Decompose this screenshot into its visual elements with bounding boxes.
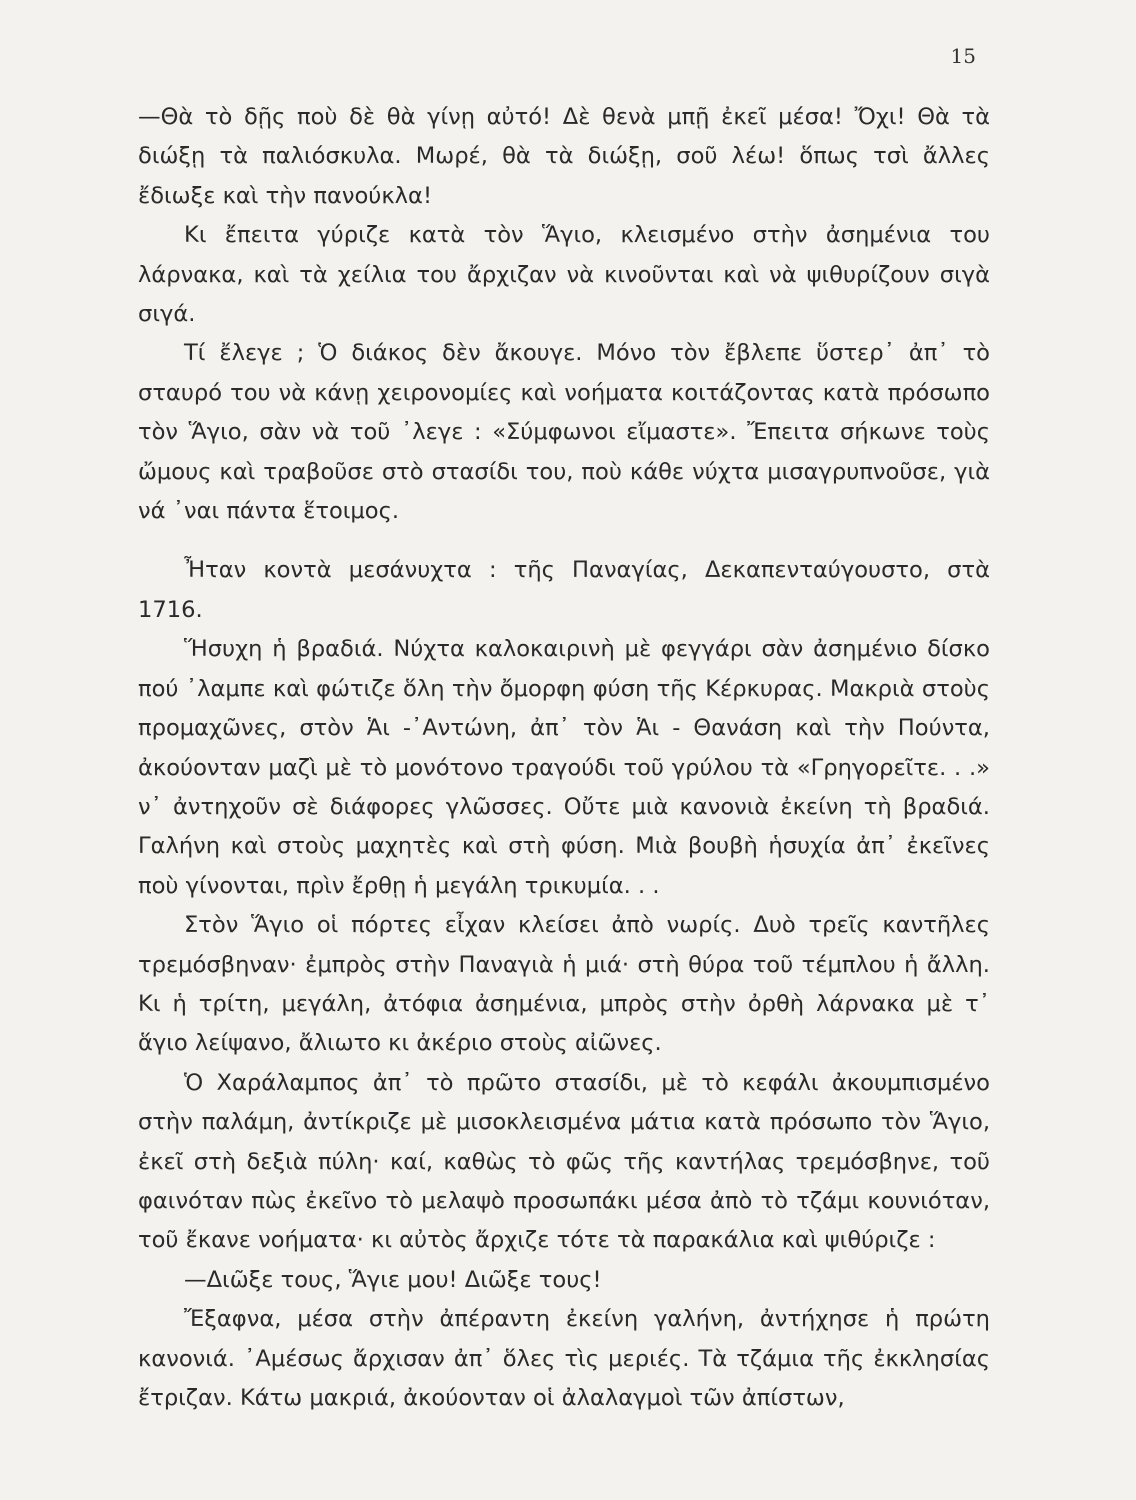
body-text	[138, 98, 990, 1418]
page-number: 15	[950, 44, 976, 68]
paragraph: Ἦταν κοντὰ μεσάνυχτα : τῆς Παναγίας, Δεκαπενταύγουστο, στὰ 1716.	[138, 557, 990, 623]
paragraph: —Διῶξε τους, Ἅγιε μου! Διῶξε τους!	[184, 1266, 602, 1293]
paragraph: —Θὰ τὸ δῇς ποὺ δὲ θὰ γίνῃ αὐτό! Δὲ θενὰ μπῇ ἐκεῖ μέσα! Ὄχι! Θὰ τὰ διώξῃ τὰ παλιόσκυλα. Μωρέ, θὰ τὰ διώξῃ, σοῦ λέω! ὅπως τσὶ ἄλλες ἔδιωξε καὶ τὴν πανούκλα!	[138, 104, 990, 209]
paragraph: Ὁ Χαράλαμπος ἀπ᾽ τὸ πρῶτο στασίδι, μὲ τὸ κεφάλι ἀκουμπισμένο στὴν παλάμη, ἀντίκριζε μὲ μισοκλεισμένα μάτια κατὰ πρόσωπο τὸν Ἅγιο, ἐκεῖ στὴ δεξιὰ πύλη· καί, καθὼς τὸ φῶς τῆς καντήλας τρεμόσβηνε, τοῦ φαινόταν πὼς ἐκεῖνο τὸ μελαψὸ προσωπάκι μέσα ἀπὸ τὸ τζάμι κουνιόταν, τοῦ ἔκανε νοήματα· κι αὐτὸς ἄρχιζε τότε τὰ παρακάλια καὶ ψιθύριζε :	[138, 1069, 990, 1254]
paragraph: Ἥσυχη ἡ βραδιά. Νύχτα καλοκαιρινὴ μὲ φεγγάρι σὰν ἀσημένιο δίσκο πού ᾽λαμπε καὶ φώτιζε ὅλη τὴν ὄμορφη φύση τῆς Κέρκυρας. Μακριὰ στοὺς προμαχῶνες, στὸν Ἁι -᾽Αντώνη, ἀπ᾽ τὸν Ἁι - Θανάση καὶ τὴν Πούντα, ἀκούονταν μαζὶ μὲ τὸ μονότονο τραγούδι τοῦ γρύλου τὰ «Γρηγορεῖτε. . .» ν᾽ ἀντηχοῦν σὲ διάφορες γλῶσσες. Οὔτε μιὰ κανονιὰ ἐκείνη τὴ βραδιά. Γαλήνη καὶ στοὺς μαχητὲς καὶ στὴ φύση. Μιὰ βουβὴ ἡσυχία ἀπ᾽ ἐκεῖνες ποὺ γίνονται, πρὶν ἔρθῃ ἡ μεγάλη τρικυμία. . .	[138, 636, 990, 899]
paragraph: Κι ἔπειτα γύριζε κατὰ τὸν Ἅγιο, κλεισμένο στὴν ἀσημένια του λάρνακα, καὶ τὰ χείλια του ἄρχιζαν νὰ κινοῦνται καὶ νὰ ψιθυρίζουν σιγὰ σιγά.	[138, 222, 990, 328]
paragraph: Στὸν Ἅγιο οἱ πόρτες εἶχαν κλείσει ἀπὸ νωρίς. Δυὸ τρεῖς καντῆλες τρεμόσβηναν· ἐμπρὸς στὴν Παναγιὰ ἡ μιά· στὴ θύρα τοῦ τέμπλου ἡ ἄλλη. Κι ἡ τρίτη, μεγάλη, ἀτόφια ἀσημένια, μπρὸς στὴν ὀρθὴ λάρνακα μὲ τ᾽ ἅγιο λείψανο, ἄλιωτο κι ἀκέριο στοὺς αἰῶνες.	[138, 912, 990, 1057]
paragraph: Ἔξαφνα, μέσα στὴν ἀπέραντη ἐκείνη γαλήνη, ἀντήχησε ἡ πρώτη κανονιά. ᾽Αμέσως ἄρχισαν ἀπ᾽ ὅλες τὶς μεριές. Τὰ τζάμια τῆς ἐκκλησίας ἔτριζαν. Κάτω μακριά, ἀκούονταν οἱ ἀλαλαγμοὶ τῶν ἀπίστων,	[138, 1306, 990, 1411]
paragraph: Τί ἔλεγε ; Ὁ διάκος δὲν ἄκουγε. Μόνο τὸν ἔβλεπε ὕστερ᾽ ἀπ᾽ τὸ σταυρό του νὰ κάνῃ χειρονομίες καὶ νοήματα κοιτάζοντας κατὰ πρόσωπο τὸν Ἅγιο, σὰν νὰ τοῦ ᾽λεγε : «Σύμφωνοι εἴμαστε». Ἔπειτα σήκωνε τοὺς ὤμους καὶ τραβοῦσε στὸ στασίδι του, ποὺ κάθε νύχτα μισαγρυπνοῦσε, γιὰ νά ᾽ναι πάντα ἕτοιμος.	[138, 340, 990, 525]
